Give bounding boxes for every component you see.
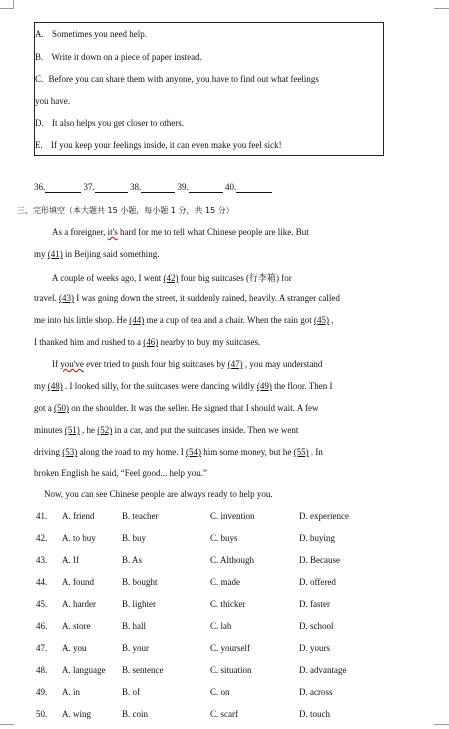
option-text: Before you can share them with anyone, you have to find out what feelings	[48, 74, 319, 84]
choice-a[interactable]: A. store	[62, 621, 91, 631]
passage-line-4: travel. (43) I was going down the street, it suddenly rained, heavily. A stranger called	[34, 293, 340, 303]
crop-mark-bottom-right	[434, 724, 449, 725]
passage-line-1: As a foreigner, it's hard for me to tell what Chinese people are like. But	[52, 227, 309, 237]
crop-mark-top-right	[434, 8, 449, 9]
answer-36-label: 36.	[34, 182, 46, 192]
choice-c[interactable]: C. yourself	[210, 643, 250, 653]
option-letter: A.	[35, 29, 44, 39]
choice-b[interactable]: B. teacher	[122, 511, 159, 521]
word-its: it's	[107, 227, 118, 237]
answer-38-label: 38.	[130, 182, 142, 192]
option-d	[35, 118, 184, 128]
choice-d[interactable]: D. experience	[299, 511, 349, 521]
crop-mark-bottom-left	[0, 724, 14, 725]
option-text: If you keep your feelings inside, it can even make you feel sick!	[51, 140, 282, 150]
choice-b[interactable]: B. bought	[122, 577, 158, 587]
answer-38-blank[interactable]	[141, 182, 175, 193]
passage-line-8: my (48) . I looked silly, for the suitcases were dancing wildly (49) the floor. Then I	[34, 381, 333, 391]
option-letter: E.	[35, 140, 43, 150]
blank-51: (51)	[64, 425, 80, 435]
choice-b[interactable]: B. buy	[122, 533, 147, 543]
choice-num: 49.	[36, 687, 48, 697]
choice-b[interactable]: B. your	[122, 643, 149, 653]
option-letter: D.	[35, 118, 44, 128]
choice-num: 41.	[36, 511, 48, 521]
option-c-cont	[35, 96, 70, 106]
choice-a[interactable]: A. If	[62, 555, 79, 565]
choice-c[interactable]: C. lab	[210, 621, 232, 631]
passage-line-2: my (41) in Beijing said something.	[34, 249, 160, 259]
choice-c[interactable]: C. Although	[210, 555, 255, 565]
option-text: you have.	[35, 96, 70, 106]
section-heading: 三、完形填空（本大题共 15 小题，每小题 1 分，共 15 分）	[17, 206, 234, 215]
passage-line-3: A couple of weeks ago, I went (42) four big suitcases (行李箱) for	[52, 273, 292, 283]
choice-num: 43.	[36, 555, 48, 565]
choice-a[interactable]: A. wing	[62, 709, 91, 719]
choice-num: 42.	[36, 533, 48, 543]
option-c	[35, 74, 319, 84]
answer-37-blank[interactable]	[95, 182, 128, 193]
answer-37-label: 37.	[83, 182, 95, 192]
blank-47: (47)	[227, 359, 243, 369]
crop-mark-top-left	[0, 8, 14, 9]
choice-a[interactable]: A. in	[62, 687, 80, 697]
choice-a[interactable]: A. harder	[62, 599, 96, 609]
choice-c[interactable]: C. on	[210, 687, 230, 697]
choice-b[interactable]: B. of	[122, 687, 140, 697]
choice-b[interactable]: B. hall	[122, 621, 146, 631]
choice-num: 48.	[36, 665, 48, 675]
choice-d[interactable]: D. buying	[299, 533, 335, 543]
option-b	[35, 52, 202, 62]
choice-b[interactable]: B. lighter	[122, 599, 156, 609]
choice-num: 44.	[36, 577, 48, 587]
choice-d[interactable]: D. offered	[299, 577, 336, 587]
choice-d[interactable]: D. yours	[299, 643, 330, 653]
passage-line-7: If you've ever tried to push four big suitcases by (47) , you may understand	[52, 359, 323, 369]
choice-d[interactable]: D. school	[299, 621, 334, 631]
choice-c[interactable]: C. situation	[210, 665, 252, 675]
choice-c[interactable]: C. scarf	[210, 709, 238, 719]
choice-num: 50.	[36, 709, 48, 719]
blank-42: (42)	[163, 273, 179, 283]
option-text: Write it down on a piece of paper instead.	[51, 52, 202, 62]
answer-39-blank[interactable]	[189, 182, 223, 193]
passage-line-9: got a (50) on the shoulder. It was the seller. He signed that I should wait. A few	[34, 403, 319, 413]
blank-45: (45)	[314, 315, 330, 325]
blank-53: (53)	[62, 447, 78, 457]
choice-c[interactable]: C. buys	[210, 533, 238, 543]
choice-a[interactable]: A. found	[62, 577, 94, 587]
choice-a[interactable]: A. you	[62, 643, 87, 653]
crop-mark-top-left-v	[13, 0, 14, 9]
choice-a[interactable]: A. to buy	[62, 533, 96, 543]
answer-40-label: 40.	[225, 182, 237, 192]
choice-b[interactable]: B. coin	[122, 709, 148, 719]
passage-line-12: broken English he said, “Feel good... help you.”	[34, 468, 207, 478]
blank-55: (55)	[293, 447, 309, 457]
choice-num: 45.	[36, 599, 48, 609]
option-letter: C.	[35, 74, 44, 84]
choice-d[interactable]: D. faster	[299, 599, 330, 609]
choice-a[interactable]: A. friend	[62, 511, 95, 521]
blank-50: (50)	[54, 403, 69, 413]
blank-43: (43)	[59, 293, 74, 303]
blank-44: (44)	[129, 315, 145, 325]
passage-line-13: Now, you can see Chinese people are always ready to help you.	[44, 489, 273, 499]
passage-line-5: me into his little shop. He (44) me a cup of tea and a chair. When the rain got (45) ,	[34, 315, 334, 325]
match-options-box	[34, 22, 384, 156]
passage-line-6: I thanked him and rushed to a (46) nearby to buy my suitcases.	[34, 337, 261, 347]
passage-line-10: minutes (51) , he (52) in a car, and put the suitcases inside. Then we went	[34, 425, 299, 435]
choice-d[interactable]: D. Because	[299, 555, 340, 565]
blank-52: (52)	[97, 425, 113, 435]
blank-41: (41)	[47, 249, 63, 259]
choice-num: 46.	[36, 621, 48, 631]
answer-line	[34, 182, 272, 193]
answer-39-label: 39.	[177, 182, 189, 192]
answer-36-blank[interactable]	[45, 182, 81, 193]
choice-d[interactable]: D. touch	[299, 709, 330, 719]
blank-46: (46)	[143, 337, 159, 347]
choice-b[interactable]: B. sentence	[122, 665, 164, 675]
choice-d[interactable]: D. advantage	[299, 665, 347, 675]
option-a	[35, 29, 147, 39]
answer-40-blank[interactable]	[236, 182, 272, 193]
choice-c[interactable]: C. made	[210, 577, 240, 587]
blank-49: (49)	[256, 381, 272, 391]
choice-num: 47.	[36, 643, 48, 653]
option-e	[35, 140, 282, 150]
passage-line-11: driving (53) along the road to my home. I (54) him some money, but he (55) . In	[34, 447, 323, 457]
blank-54: (54)	[185, 447, 201, 457]
choice-b[interactable]: B. As	[122, 555, 143, 565]
option-letter: B.	[35, 52, 44, 62]
choice-c[interactable]: C. invention	[210, 511, 255, 521]
option-text: It also helps you get closer to others.	[52, 118, 184, 128]
choice-a[interactable]: A. language	[62, 665, 106, 675]
blank-48: (48)	[47, 381, 63, 391]
choice-c[interactable]: C. thicker	[210, 599, 246, 609]
option-text: Sometimes you need help.	[52, 29, 147, 39]
choice-d[interactable]: D. across	[299, 687, 333, 697]
word-youve: you've	[60, 359, 84, 369]
